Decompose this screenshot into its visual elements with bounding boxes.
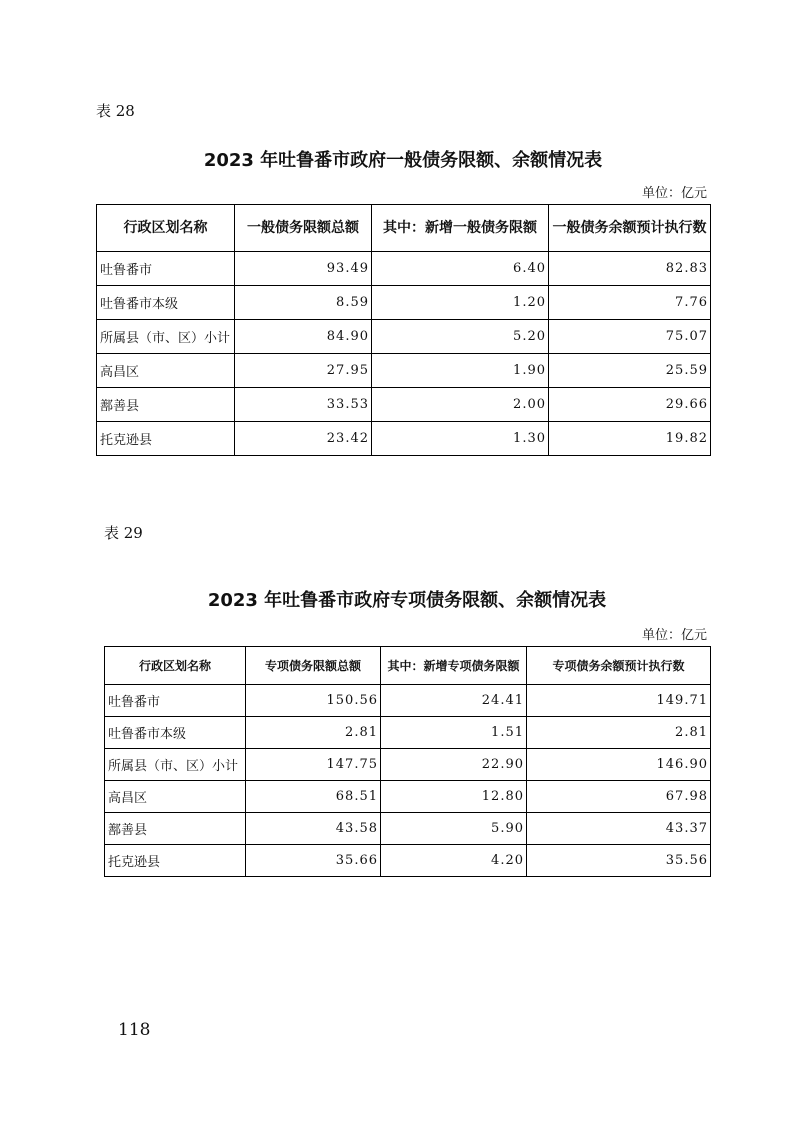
value-cell: 4.20 bbox=[381, 845, 527, 877]
value-cell: 149.71 bbox=[527, 685, 711, 717]
value-cell: 7.76 bbox=[549, 286, 711, 320]
region-name-cell: 吐鲁番市本级 bbox=[97, 286, 235, 320]
value-cell: 1.90 bbox=[372, 354, 549, 388]
column-header: 其中：新增专项债务限额 bbox=[381, 647, 527, 685]
region-name-cell: 吐鲁番市本级 bbox=[105, 717, 246, 749]
value-cell: 84.90 bbox=[235, 320, 372, 354]
value-cell: 150.56 bbox=[246, 685, 381, 717]
region-name-cell: 鄯善县 bbox=[97, 388, 235, 422]
table-29-title: 2023 年吐鲁番市政府专项债务限额、余额情况表 bbox=[207, 590, 607, 611]
value-cell: 43.37 bbox=[527, 813, 711, 845]
table-row bbox=[105, 781, 711, 813]
table-row bbox=[97, 286, 711, 320]
value-cell: 75.07 bbox=[549, 320, 711, 354]
value-cell: 29.66 bbox=[549, 388, 711, 422]
value-cell: 146.90 bbox=[527, 749, 711, 781]
table-row bbox=[97, 354, 711, 388]
table-28-unit: 单位：亿元 bbox=[642, 186, 708, 201]
region-name-cell: 吐鲁番市 bbox=[97, 252, 235, 286]
value-cell: 1.30 bbox=[372, 422, 549, 456]
table-28 bbox=[96, 204, 711, 456]
table-row bbox=[105, 813, 711, 845]
value-cell: 27.95 bbox=[235, 354, 372, 388]
table-29 bbox=[104, 646, 711, 877]
column-header: 行政区划名称 bbox=[105, 647, 246, 685]
column-header: 其中：新增一般债务限额 bbox=[372, 205, 549, 252]
table-row bbox=[105, 717, 711, 749]
column-header: 专项债务限额总额 bbox=[246, 647, 381, 685]
column-header: 一般债务限额总额 bbox=[235, 205, 372, 252]
value-cell: 93.49 bbox=[235, 252, 372, 286]
column-header: 行政区划名称 bbox=[97, 205, 235, 252]
table-header-row bbox=[105, 647, 711, 685]
value-cell: 5.90 bbox=[381, 813, 527, 845]
table-row bbox=[105, 845, 711, 877]
region-name-cell: 鄯善县 bbox=[105, 813, 246, 845]
region-name-cell: 所属县（市、区）小计 bbox=[105, 749, 246, 781]
region-name-cell: 所属县（市、区）小计 bbox=[97, 320, 235, 354]
value-cell: 23.42 bbox=[235, 422, 372, 456]
table-row bbox=[97, 252, 711, 286]
value-cell: 68.51 bbox=[246, 781, 381, 813]
region-name-cell: 高昌区 bbox=[97, 354, 235, 388]
value-cell: 22.90 bbox=[381, 749, 527, 781]
value-cell: 6.40 bbox=[372, 252, 549, 286]
table-28-title: 2023 年吐鲁番市政府一般债务限额、余额情况表 bbox=[203, 150, 603, 171]
value-cell: 12.80 bbox=[381, 781, 527, 813]
value-cell: 147.75 bbox=[246, 749, 381, 781]
value-cell: 25.59 bbox=[549, 354, 711, 388]
region-name-cell: 高昌区 bbox=[105, 781, 246, 813]
value-cell: 2.81 bbox=[246, 717, 381, 749]
value-cell: 2.00 bbox=[372, 388, 549, 422]
region-name-cell: 托克逊县 bbox=[105, 845, 246, 877]
table-28-label: 表 28 bbox=[96, 102, 135, 120]
value-cell: 33.53 bbox=[235, 388, 372, 422]
value-cell: 35.66 bbox=[246, 845, 381, 877]
value-cell: 24.41 bbox=[381, 685, 527, 717]
table-row bbox=[105, 685, 711, 717]
value-cell: 82.83 bbox=[549, 252, 711, 286]
value-cell: 1.20 bbox=[372, 286, 549, 320]
value-cell: 2.81 bbox=[527, 717, 711, 749]
value-cell: 1.51 bbox=[381, 717, 527, 749]
value-cell: 19.82 bbox=[549, 422, 711, 456]
page-number: 118 bbox=[118, 1020, 151, 1040]
column-header: 一般债务余额预计执行数 bbox=[549, 205, 711, 252]
table-header-row bbox=[97, 205, 711, 252]
value-cell: 43.58 bbox=[246, 813, 381, 845]
region-name-cell: 吐鲁番市 bbox=[105, 685, 246, 717]
value-cell: 67.98 bbox=[527, 781, 711, 813]
value-cell: 35.56 bbox=[527, 845, 711, 877]
value-cell: 5.20 bbox=[372, 320, 549, 354]
region-name-cell: 托克逊县 bbox=[97, 422, 235, 456]
table-row bbox=[97, 320, 711, 354]
table-29-label: 表 29 bbox=[104, 524, 143, 542]
table-29-unit: 单位：亿元 bbox=[642, 628, 708, 643]
table-row bbox=[97, 422, 711, 456]
value-cell: 8.59 bbox=[235, 286, 372, 320]
column-header: 专项债务余额预计执行数 bbox=[527, 647, 711, 685]
table-row bbox=[105, 749, 711, 781]
table-row bbox=[97, 388, 711, 422]
